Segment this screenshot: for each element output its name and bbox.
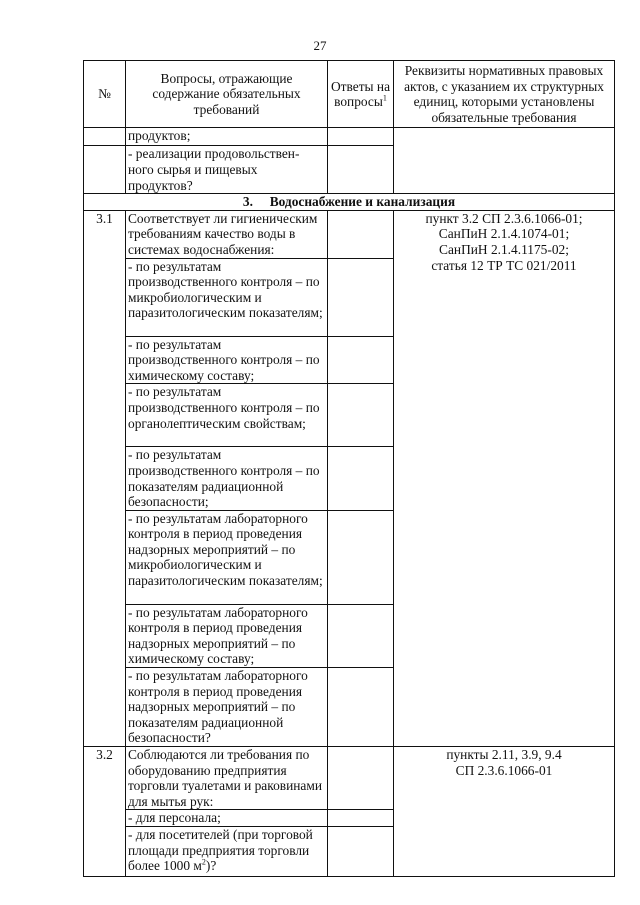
table-row bbox=[84, 128, 615, 146]
section-heading bbox=[84, 194, 615, 211]
section-heading-row bbox=[84, 194, 615, 211]
question-cell: Соответствует ли гигиеническим требованиям качество воды в системах водоснабжения: bbox=[126, 210, 328, 258]
table-row bbox=[84, 210, 615, 258]
num-cell bbox=[84, 146, 126, 194]
answer-cell[interactable] bbox=[328, 827, 394, 877]
requisites-cell bbox=[394, 210, 615, 746]
table-header-row bbox=[84, 61, 615, 128]
answer-cell[interactable] bbox=[328, 210, 394, 258]
answer-cell[interactable] bbox=[328, 668, 394, 747]
requisite-line: СанПиН 2.1.4.1175-02; bbox=[439, 241, 569, 257]
header-num: № bbox=[84, 61, 126, 128]
requisites-cell bbox=[394, 747, 615, 877]
answer-cell[interactable] bbox=[328, 747, 394, 810]
item-number: 3.2 bbox=[84, 747, 126, 877]
header-answers bbox=[328, 61, 394, 128]
section-number: 3. bbox=[242, 194, 253, 210]
sub-question-cell: - по результатам лабораторного контроля в период проведения надзорных мероприятий – по показателям радиационной безопасности? bbox=[126, 668, 328, 747]
sub-question-cell: - по результатам производственного контроля – по показателям радиационной безопасности; bbox=[126, 447, 328, 510]
answer-cell[interactable] bbox=[328, 810, 394, 827]
requisite-line: статья 12 ТР ТС 021/2011 bbox=[431, 257, 577, 273]
num-cell bbox=[84, 128, 126, 146]
header-questions: Вопросы, отражающие содержание обязательных требований bbox=[126, 61, 328, 128]
requisite-line: пункт 3.2 СП 2.3.6.1066-01; bbox=[425, 210, 583, 226]
section-title: Водоснабжение и канализация bbox=[269, 194, 456, 210]
item-number: 3.1 bbox=[84, 210, 126, 746]
sub-question-cell: - по результатам производственного контроля – по химическому составу; bbox=[126, 336, 328, 384]
answer-cell[interactable] bbox=[328, 384, 394, 447]
question-cell: - реализации продовольствен-ного сырья и пищевых продуктов? bbox=[126, 146, 328, 194]
requirements-table bbox=[83, 60, 615, 877]
requisite-line: пункты 2.11, 3.9, 9.4 bbox=[446, 747, 562, 763]
requisites-cell bbox=[394, 128, 615, 194]
answer-cell[interactable] bbox=[328, 336, 394, 384]
question-cell: продуктов; bbox=[126, 128, 328, 146]
header-requisites: Реквизиты нормативных правовых актов, с указанием их структурных единиц, которыми установлены обязательные требования bbox=[394, 61, 615, 128]
sub-question-cell: - по результатам лабораторного контроля в период проведения надзорных мероприятий – по микробиологическим и паразитологическим показателям; bbox=[126, 510, 328, 604]
sub-question-cell: - по результатам производственного контроля – по органолептическим свойствам; bbox=[126, 384, 328, 447]
answer-cell[interactable] bbox=[328, 447, 394, 510]
sub-question-cell: - для персонала; bbox=[126, 810, 328, 827]
table-row bbox=[84, 747, 615, 810]
sub-question-text-end: )? bbox=[205, 858, 217, 874]
sub-question-cell: - по результатам производственного контроля – по микробиологическим и паразитологическим показателям; bbox=[126, 258, 328, 336]
sub-question-cell bbox=[126, 827, 328, 877]
sub-question-text: - для посетителей (при торговой площади предприятия торговли более 1000 м bbox=[128, 827, 313, 874]
question-cell: Соблюдаются ли требования по оборудованию предприятия торговли туалетами и раковинами для мытья рук: bbox=[126, 747, 328, 810]
answer-cell[interactable] bbox=[328, 128, 394, 146]
header-answers-text: Ответы на вопросы bbox=[331, 78, 391, 110]
sub-question-cell: - по результатам лабораторного контроля в период проведения надзорных мероприятий – по химическому составу; bbox=[126, 604, 328, 667]
answer-cell[interactable] bbox=[328, 510, 394, 604]
page-number: 27 bbox=[313, 38, 327, 53]
answer-cell[interactable] bbox=[328, 146, 394, 194]
requisite-line: СП 2.3.6.1066-01 bbox=[455, 762, 553, 778]
answer-cell[interactable] bbox=[328, 604, 394, 667]
answer-cell[interactable] bbox=[328, 258, 394, 336]
requisite-line: СанПиН 2.1.4.1074-01; bbox=[438, 226, 570, 242]
header-answers-footnote: 1 bbox=[382, 93, 387, 103]
superscript: 2 bbox=[201, 857, 206, 867]
